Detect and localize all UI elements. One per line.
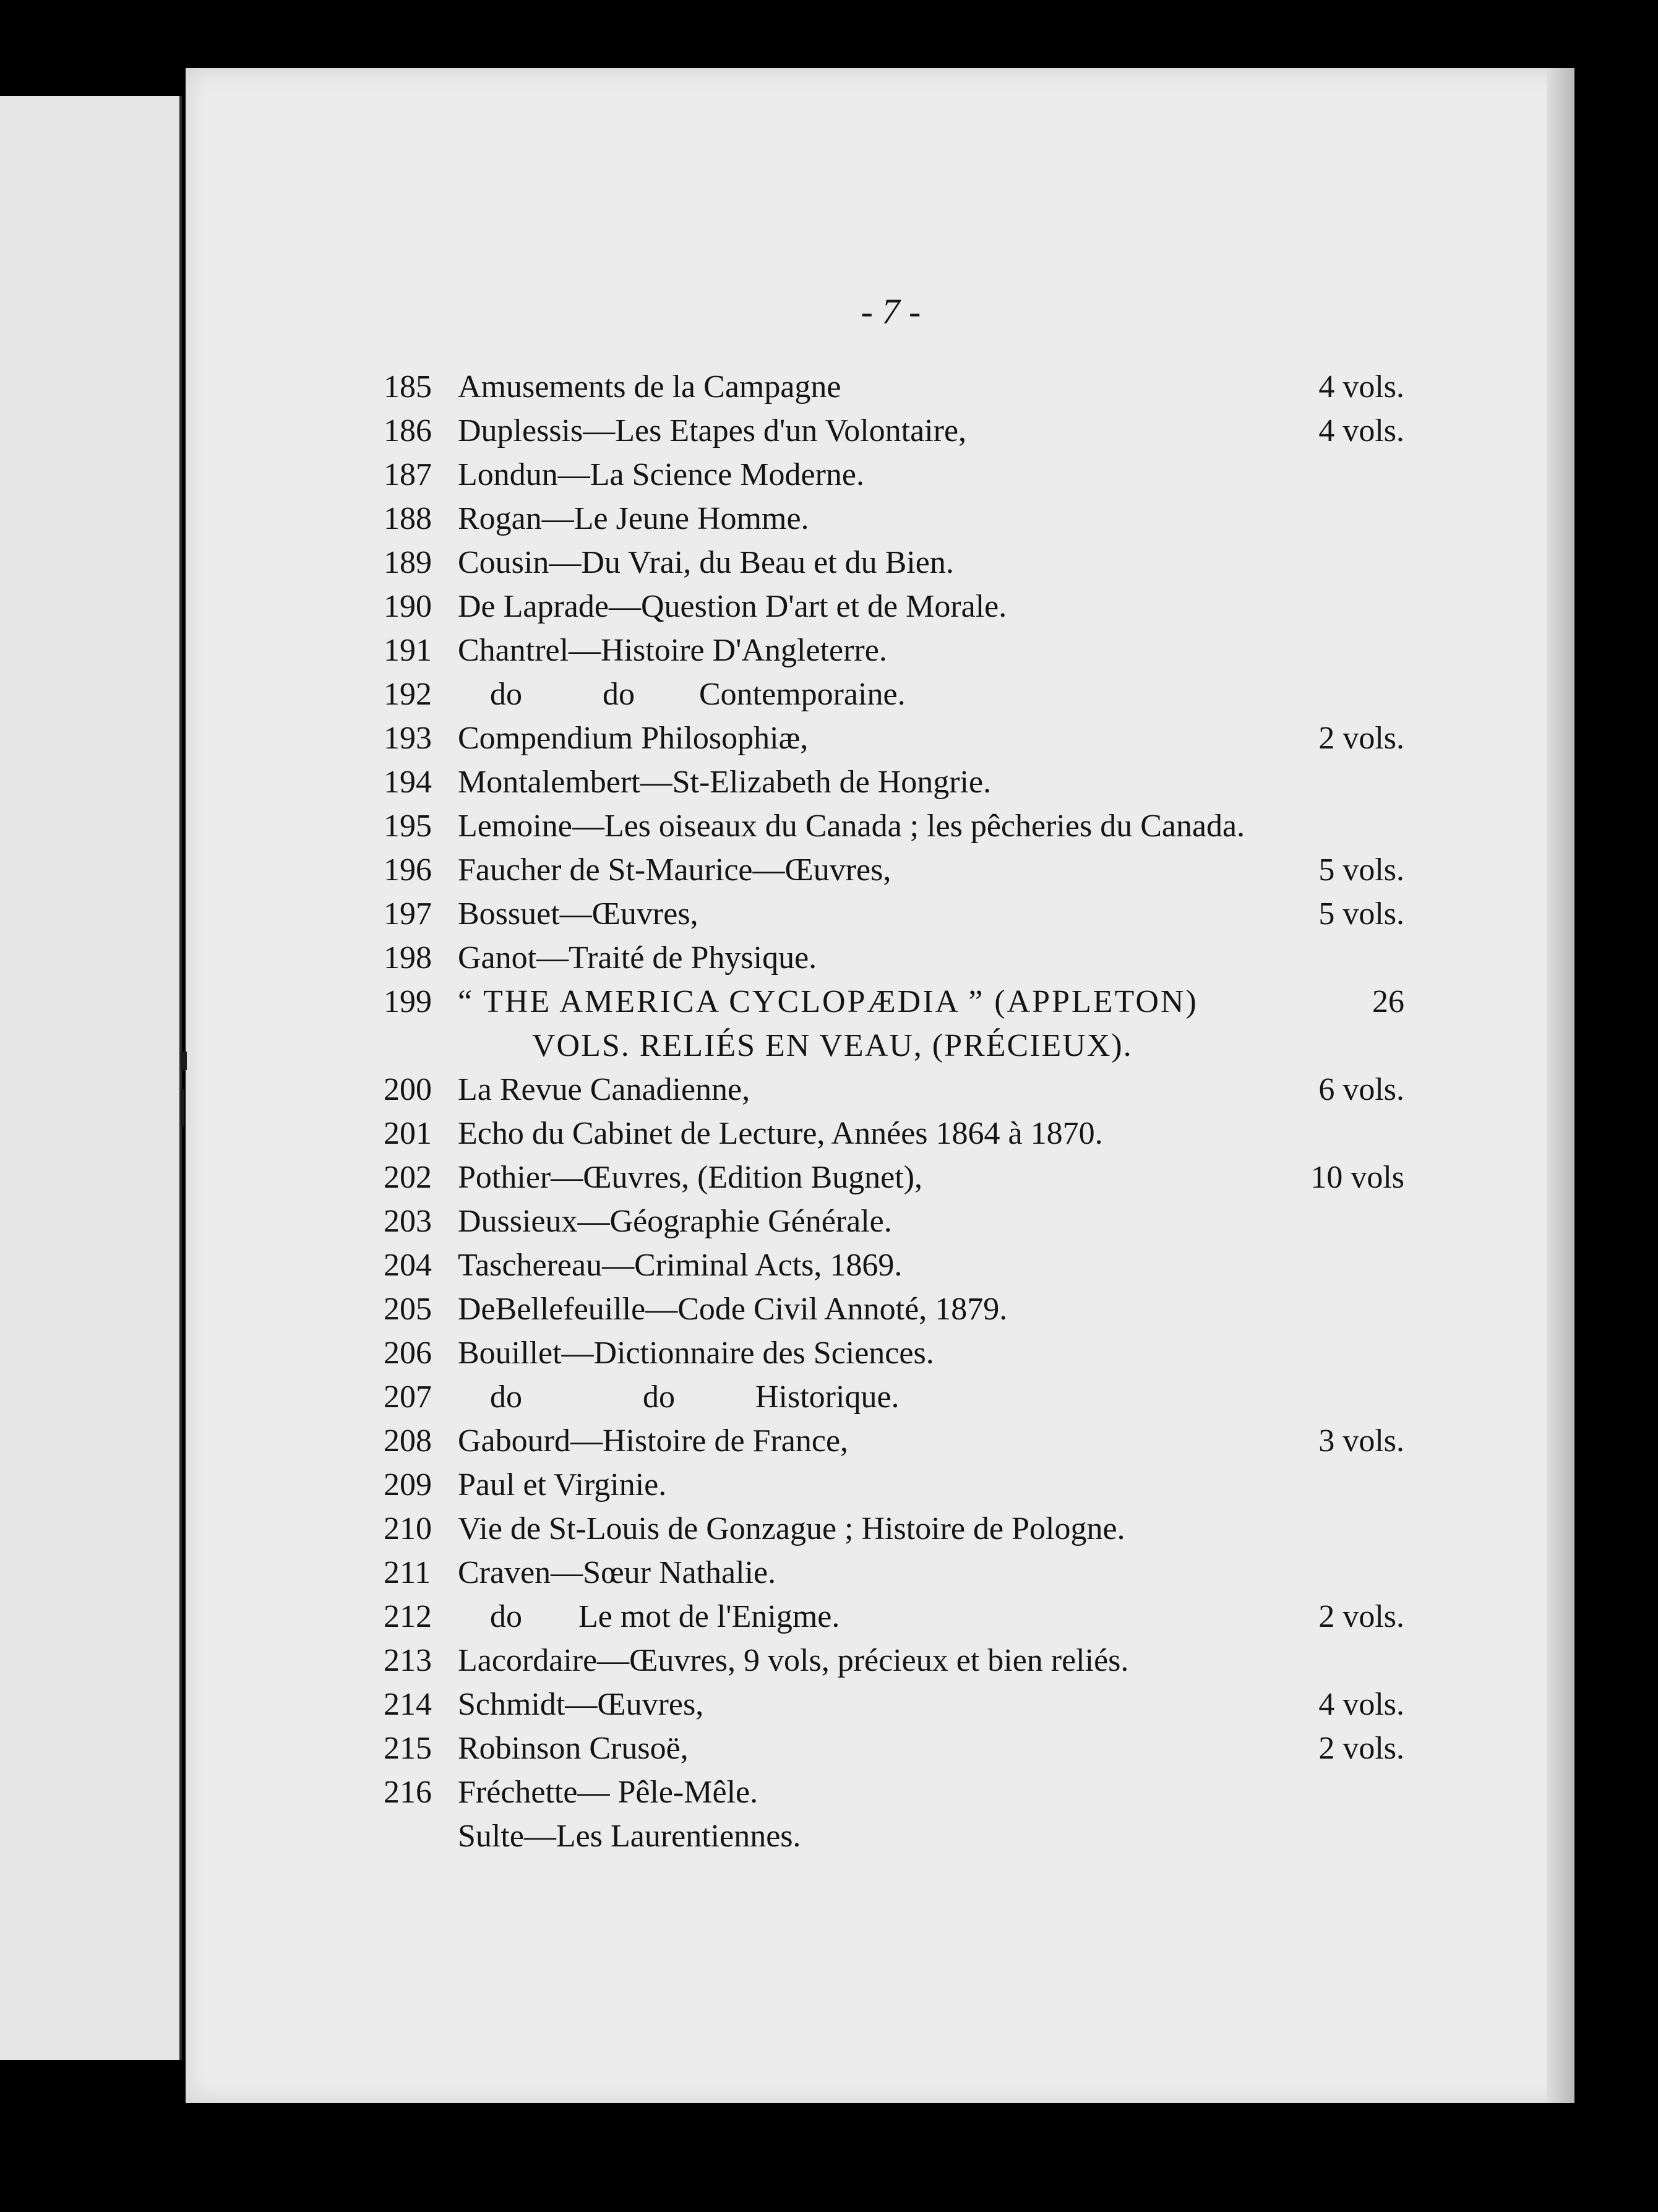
entry-number: 201 [384, 1116, 432, 1151]
catalog-entry-list [384, 365, 1423, 1858]
catalog-entry [384, 1770, 1423, 1814]
entry-volumes: 4 vols. [1318, 1687, 1404, 1722]
entry-title: “ THE AMERICA CYCLOPÆDIA ” (APPLETON) [458, 984, 1198, 1019]
catalog-entry [384, 1331, 1423, 1375]
binding-mark [181, 1089, 184, 1126]
entry-title: Dussieux—Géographie Générale. [458, 1204, 892, 1239]
catalog-entry [384, 1155, 1423, 1199]
catalog-entry [384, 1243, 1423, 1287]
catalog-entry [384, 1287, 1423, 1331]
catalog-entry [384, 1024, 1423, 1068]
catalog-entry [384, 760, 1423, 804]
entry-title: do Le mot de l'Enigme. [458, 1599, 840, 1634]
entry-title: do do Contemporaine. [458, 677, 906, 712]
entry-number: 192 [384, 677, 432, 712]
entry-volumes: 2 vols. [1318, 721, 1404, 756]
catalog-entry [384, 804, 1423, 848]
catalog-entry [384, 628, 1423, 672]
catalog-entry [384, 936, 1423, 980]
entry-title: Taschereau—Criminal Acts, 1869. [458, 1248, 903, 1283]
catalog-entry [384, 1507, 1423, 1551]
catalog-entry [384, 716, 1423, 760]
entry-number: 212 [384, 1599, 432, 1634]
page-number: - 7 - [861, 291, 921, 332]
catalog-entry [384, 1814, 1423, 1858]
entry-title: DeBellefeuille—Code Civil Annoté, 1879. [458, 1292, 1008, 1327]
entry-volumes: 2 vols. [1318, 1599, 1404, 1634]
entry-title: VOLS. RELIÉS EN VEAU, (PRÉCIEUX). [532, 1028, 1133, 1063]
entry-volumes: 4 vols. [1318, 369, 1404, 405]
entry-title: Gabourd—Histoire de France, [458, 1423, 849, 1459]
entry-title: Pothier—Œuvres, (Edition Bugnet), [458, 1160, 923, 1195]
entry-title: Montalembert—St-Elizabeth de Hongrie. [458, 765, 992, 800]
catalog-entry [384, 1551, 1423, 1595]
entry-title: do do Historique. [458, 1379, 900, 1415]
entry-volumes: 2 vols. [1318, 1731, 1404, 1766]
entry-number: 216 [384, 1775, 432, 1810]
catalog-entry [384, 1726, 1423, 1770]
entry-volumes: 26 [1372, 984, 1404, 1019]
entry-number: 185 [384, 369, 432, 405]
entry-title: Ganot—Traité de Physique. [458, 940, 817, 975]
entry-volumes: 3 vols. [1318, 1423, 1404, 1459]
catalog-entry [384, 1419, 1423, 1463]
binding-mark [181, 1052, 187, 1070]
entry-number: 215 [384, 1731, 432, 1766]
entry-number: 206 [384, 1335, 432, 1371]
entry-number: 214 [384, 1687, 432, 1722]
entry-number: 194 [384, 765, 432, 800]
entry-title: Schmidt—Œuvres, [458, 1687, 704, 1722]
entry-title: Robinson Crusoë, [458, 1731, 689, 1766]
catalog-entry [384, 1683, 1423, 1726]
entry-number: 187 [384, 457, 432, 492]
entry-number: 207 [384, 1379, 432, 1415]
entry-volumes: 5 vols. [1318, 896, 1404, 932]
catalog-entry [384, 1595, 1423, 1639]
catalog-entry [384, 980, 1423, 1024]
catalog-entry [384, 541, 1423, 585]
entry-title: Bouillet—Dictionnaire des Sciences. [458, 1335, 934, 1371]
entry-title: Lemoine—Les oiseaux du Canada ; les pêcheries du Canada. [458, 808, 1245, 844]
catalog-entry [384, 585, 1423, 628]
entry-title: Vie de St-Louis de Gonzague ; Histoire de Pologne. [458, 1511, 1125, 1546]
catalog-entry [384, 1068, 1423, 1112]
entry-title: Craven—Sœur Nathalie. [458, 1555, 776, 1590]
catalog-entry [384, 1199, 1423, 1243]
entry-number: 211 [384, 1555, 431, 1590]
entry-volumes: 6 vols. [1318, 1072, 1404, 1107]
entry-volumes: 10 vols [1310, 1160, 1404, 1195]
entry-volumes: 4 vols. [1318, 413, 1404, 448]
catalog-entry [384, 848, 1423, 892]
entry-number: 203 [384, 1204, 432, 1239]
entry-title: Duplessis—Les Etapes d'un Volontaire, [458, 413, 967, 448]
catalog-entry [384, 1639, 1423, 1683]
entry-number: 197 [384, 896, 432, 932]
entry-number: 210 [384, 1511, 432, 1546]
catalog-entry [384, 497, 1423, 541]
entry-title: Bossuet—Œuvres, [458, 896, 698, 932]
entry-title: Faucher de St-Maurice—Œuvres, [458, 852, 891, 888]
entry-number: 188 [384, 501, 432, 536]
catalog-entry [384, 1463, 1423, 1507]
entry-title: Paul et Virginie. [458, 1467, 667, 1503]
catalog-entry [384, 365, 1423, 409]
entry-number: 204 [384, 1248, 432, 1283]
entry-number: 205 [384, 1292, 432, 1327]
entry-title: Londun—La Science Moderne. [458, 457, 865, 492]
entry-title: Echo du Cabinet de Lecture, Années 1864 à 1870. [458, 1116, 1103, 1151]
entry-number: 186 [384, 413, 432, 448]
entry-title: Lacordaire—Œuvres, 9 vols, précieux et bien reliés. [458, 1643, 1129, 1678]
entry-title: Cousin—Du Vrai, du Beau et du Bien. [458, 545, 954, 580]
entry-title: De Laprade—Question D'art et de Morale. [458, 589, 1007, 624]
entry-title: Chantrel—Histoire D'Angleterre. [458, 633, 887, 668]
catalog-entry [384, 672, 1423, 716]
entry-title: Amusements de la Campagne [458, 369, 841, 405]
entry-number: 208 [384, 1423, 432, 1459]
catalog-entry [384, 892, 1423, 936]
entry-title: Fréchette— Pêle-Mêle. [458, 1775, 758, 1810]
entry-number: 193 [384, 721, 432, 756]
entry-title: La Revue Canadienne, [458, 1072, 750, 1107]
catalog-entry [384, 453, 1423, 497]
entry-number: 195 [384, 808, 432, 844]
entry-title: Compendium Philosophiæ, [458, 721, 809, 756]
left-page-edge [0, 96, 182, 2060]
entry-number: 209 [384, 1467, 432, 1503]
catalog-entry [384, 409, 1423, 453]
entry-number: 189 [384, 545, 432, 580]
entry-number: 196 [384, 852, 432, 888]
entry-number: 202 [384, 1160, 432, 1195]
entry-number: 191 [384, 633, 432, 668]
entry-number: 200 [384, 1072, 432, 1107]
page-edge-shadow [1547, 68, 1574, 2103]
entry-number: 213 [384, 1643, 432, 1678]
entry-title: Sulte—Les Laurentiennes. [458, 1819, 801, 1854]
entry-number: 190 [384, 589, 432, 624]
entry-title: Rogan—Le Jeune Homme. [458, 501, 809, 536]
catalog-entry [384, 1112, 1423, 1155]
entry-volumes: 5 vols. [1318, 852, 1404, 888]
entry-number: 198 [384, 940, 432, 975]
catalog-entry [384, 1375, 1423, 1419]
entry-number: 199 [384, 984, 432, 1019]
